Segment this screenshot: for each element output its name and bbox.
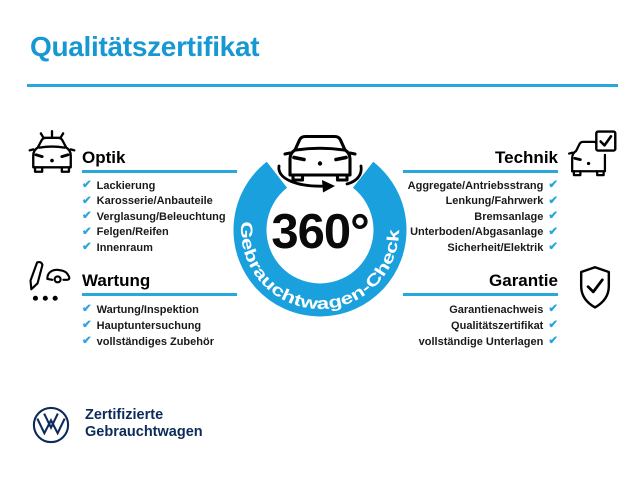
ring-label: Gebrauchtwagen-Check <box>236 221 403 314</box>
section-title-technik: Technik <box>495 148 558 167</box>
item-label: Innenraum <box>96 241 153 254</box>
check-icon: ✔ <box>548 319 558 332</box>
section-divider-wartung <box>82 293 237 296</box>
item-label: Bremsanlage <box>474 210 544 223</box>
page-title: Qualitätszertifikat <box>30 31 260 62</box>
item-label: Sicherheit/Elektrik <box>447 241 544 254</box>
360-check-badge <box>220 118 420 324</box>
check-icon: ✔ <box>82 194 92 207</box>
checklist-item <box>82 240 226 256</box>
check-icon: ✔ <box>548 303 558 316</box>
check-icon: ✔ <box>548 241 558 253</box>
check-icon: ✔ <box>548 225 558 238</box>
wartung-checklist <box>82 302 214 350</box>
check-icon: ✔ <box>82 241 92 253</box>
brand-claim-line2: Gebrauchtwagen <box>85 423 203 440</box>
check-icon: ✔ <box>82 303 92 316</box>
checklist-item <box>82 225 226 241</box>
vw-logo <box>32 406 70 444</box>
checklist-item <box>82 194 226 210</box>
item-label: Felgen/Reifen <box>96 226 169 239</box>
item-label: vollständiges Zubehör <box>96 336 214 348</box>
item-label: Aggregate/Antriebsstrang <box>407 179 544 192</box>
section-divider-technik <box>403 170 558 173</box>
car-checkbox-icon <box>567 128 617 180</box>
checklist-item <box>82 178 226 194</box>
check-icon: ✔ <box>82 210 92 222</box>
section-divider-garantie <box>403 293 558 296</box>
item-label: Lenkung/Fahrwerk <box>445 195 544 208</box>
car-rotate-icon <box>279 137 361 193</box>
item-label: Qualitätszertifikat <box>451 320 544 332</box>
check-icon: ✔ <box>82 225 92 238</box>
service-checklist-icon <box>26 257 72 305</box>
item-label: Lackierung <box>96 179 156 192</box>
brand-claim <box>85 407 203 440</box>
item-label: Garantienachweis <box>449 304 544 316</box>
item-label: Karosserie/Anbauteile <box>96 195 213 208</box>
optik-checklist <box>82 178 226 256</box>
item-label: Verglasung/Beleuchtung <box>96 210 226 223</box>
check-icon: ✔ <box>82 335 92 348</box>
checklist-item <box>82 334 214 350</box>
center-value: 360° <box>271 205 369 259</box>
checklist-item <box>82 209 226 225</box>
check-icon: ✔ <box>82 319 92 332</box>
checklist-item <box>82 302 214 318</box>
item-label: vollständige Unterlagen <box>418 336 544 348</box>
check-icon: ✔ <box>548 194 558 207</box>
item-label: Unterboden/Abgasanlage <box>410 226 544 239</box>
check-icon: ✔ <box>548 335 558 348</box>
car-shine-icon <box>27 127 77 179</box>
checklist-item <box>363 334 558 350</box>
title-divider <box>27 84 618 87</box>
checklist-item <box>82 318 214 334</box>
shield-check-icon <box>576 264 614 312</box>
section-divider-optik <box>82 170 237 173</box>
item-label: Hauptuntersuchung <box>96 320 202 332</box>
section-title-garantie: Garantie <box>489 271 558 290</box>
check-icon: ✔ <box>548 210 558 222</box>
section-title-optik: Optik <box>82 148 126 167</box>
section-title-wartung: Wartung <box>82 271 151 290</box>
check-icon: ✔ <box>548 179 558 191</box>
brand-claim-line1: Zertifizierte <box>85 407 164 423</box>
item-label: Wartung/Inspektion <box>96 304 199 316</box>
check-icon: ✔ <box>82 179 92 191</box>
